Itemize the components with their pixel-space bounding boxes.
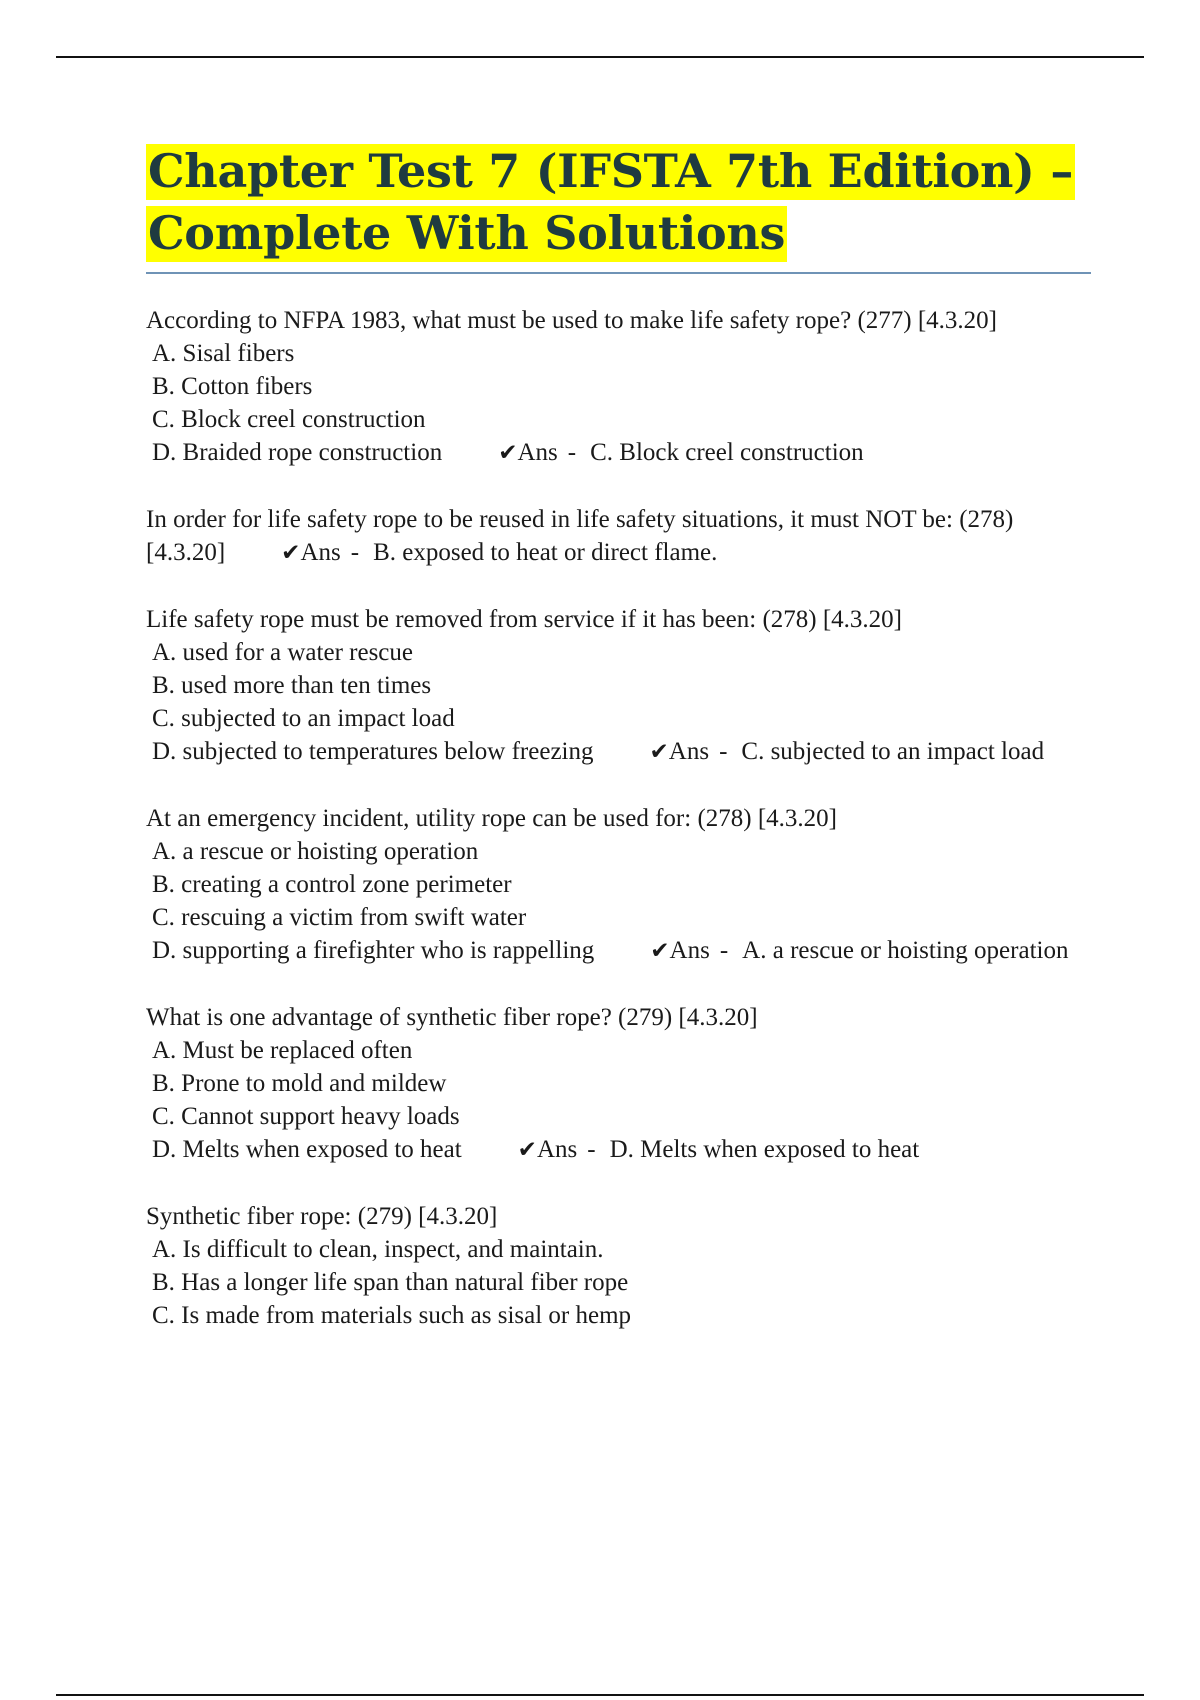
checkmark-icon: ✔ (498, 440, 518, 466)
option-d-with-answer (146, 1133, 1091, 1167)
question-1 (146, 304, 1091, 470)
document-title (146, 140, 1091, 264)
question-4 (146, 802, 1091, 968)
question-stem: According to NFPA 1983, what must be used to make life safety rope? (277) [4.3.20] (146, 307, 998, 334)
answer-marker (281, 539, 717, 566)
title-line-2: Complete With Solutions (148, 206, 786, 260)
answer-marker (650, 738, 1045, 765)
answer-marker (498, 439, 863, 466)
option-d: D. supporting a firefighter who is rappelling (152, 937, 595, 964)
question-list (146, 304, 1091, 1332)
question-stem: Life safety rope must be removed from service if it has been: (278) [4.3.20] (146, 606, 902, 633)
question-6 (146, 1200, 1091, 1332)
option-d: D. Melts when exposed to heat (152, 1136, 462, 1163)
answer-marker (518, 1136, 920, 1163)
option-c: C. Is made from materials such as sisal or hemp (152, 1302, 632, 1329)
answer-separator: - (587, 1136, 596, 1163)
option-a: A. a rescue or hoisting operation (152, 838, 479, 865)
question-stem: Synthetic fiber rope: (279) [4.3.20] (146, 1203, 498, 1230)
option-c: C. Block creel construction (152, 406, 426, 433)
question-stem-with-answer (146, 503, 1091, 570)
option-d: D. Braided rope construction (152, 439, 443, 466)
answer-text: C. Block creel construction (590, 439, 864, 466)
answer-separator: - (350, 539, 360, 566)
title-line-1: Chapter Test 7 (IFSTA 7th Edition) – (148, 144, 1074, 198)
option-c: C. Cannot support heavy loads (152, 1103, 460, 1130)
question-2 (146, 503, 1091, 570)
checkmark-icon: ✔ (649, 739, 669, 765)
option-b: B. used more than ten times (152, 672, 432, 699)
option-d-with-answer (146, 436, 1091, 470)
option-b: B. Has a longer life span than natural fiber rope (152, 1269, 629, 1296)
answer-separator: - (719, 738, 728, 765)
page-top-rule (56, 56, 1144, 58)
question-stem: In order for life safety rope to be reused in life safety situations, it must NOT be: (278) [4.3.20] (146, 506, 1014, 566)
option-b: B. Cotton fibers (152, 373, 313, 400)
option-d: D. subjected to temperatures below freezing (152, 738, 594, 765)
option-a: A. Sisal fibers (152, 340, 295, 367)
option-d-with-answer (146, 735, 1091, 769)
question-stem: What is one advantage of synthetic fiber rope? (279) [4.3.20] (146, 1004, 758, 1031)
option-b: B. Prone to mold and mildew (152, 1070, 447, 1097)
option-c: C. rescuing a victim from swift water (152, 904, 527, 931)
option-c: C. subjected to an impact load (152, 705, 455, 732)
question-stem: At an emergency incident, utility rope can be used for: (278) [4.3.20] (146, 805, 837, 832)
page-bottom-rule (56, 1694, 1144, 1696)
answer-separator: - (719, 937, 729, 964)
answer-label: Ans (536, 1136, 578, 1163)
option-a: A. Must be replaced often (152, 1037, 413, 1064)
checkmark-icon: ✔ (650, 938, 670, 964)
answer-text: A. a rescue or hoisting operation (742, 937, 1069, 964)
answer-marker (650, 937, 1068, 964)
checkmark-icon: ✔ (517, 1137, 537, 1163)
answer-label: Ans (517, 439, 558, 466)
answer-label: Ans (300, 539, 341, 566)
answer-text: B. exposed to heat or direct flame. (373, 539, 718, 566)
question-3 (146, 603, 1091, 769)
answer-separator: - (567, 439, 577, 466)
title-underline (146, 272, 1091, 274)
answer-label: Ans (668, 738, 710, 765)
option-a: A. Is difficult to clean, inspect, and maintain. (152, 1236, 604, 1263)
question-5 (146, 1001, 1091, 1167)
option-b: B. creating a control zone perimeter (152, 871, 512, 898)
page-content (146, 140, 1091, 1365)
answer-text: C. subjected to an impact load (741, 738, 1045, 765)
checkmark-icon: ✔ (281, 540, 301, 566)
option-d-with-answer (146, 934, 1091, 968)
option-a: A. used for a water rescue (152, 639, 413, 666)
answer-label: Ans (669, 937, 710, 964)
answer-text: D. Melts when exposed to heat (609, 1136, 920, 1163)
